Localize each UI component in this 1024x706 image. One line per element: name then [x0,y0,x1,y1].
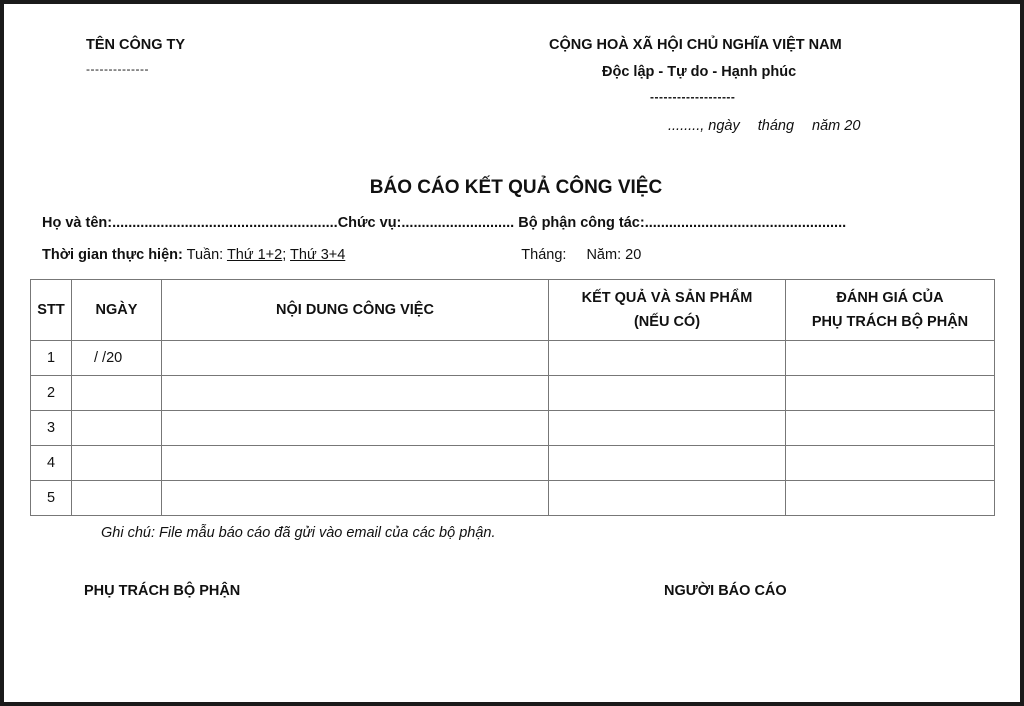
header-stt: STT [31,280,72,341]
results-cell[interactable] [549,341,786,376]
table-row [31,376,995,411]
work-content-cell[interactable] [162,376,549,411]
work-report-table [30,279,995,516]
date-year: năm 20 [812,118,861,134]
document-title: BÁO CÁO KẾT QUẢ CÔNG VIỆC [369,177,663,198]
time-label: Thời gian thực hiện: [42,247,183,263]
evaluation-cell[interactable] [786,376,995,411]
results-cell[interactable] [549,481,786,516]
header-results-line1: KẾT QUẢ VÀ SẢN PHẨM [581,290,753,306]
work-content-cell[interactable] [162,481,549,516]
work-content-cell[interactable] [162,446,549,481]
date-place: ........, ngày [668,118,740,134]
signature-dept-head: PHỤ TRÁCH BỘ PHẬN [84,583,241,599]
date-line [668,118,860,134]
week-separator: ; [282,247,287,263]
date-cell[interactable] [72,481,162,516]
header-work-content: NỘI DUNG CÔNG VIỆC [162,280,549,341]
evaluation-cell[interactable] [786,446,995,481]
footnote: Ghi chú: File mẫu báo cáo đã gửi vào email của các bộ phận. [101,525,496,541]
results-cell[interactable] [549,411,786,446]
date-cell[interactable] [72,376,162,411]
work-content-cell[interactable] [162,411,549,446]
header-evaluation-line1: ĐÁNH GIÁ CỦA [836,290,944,306]
company-name: TÊN CÔNG TY [86,37,186,53]
header-results [549,280,786,341]
employee-info-line [42,215,846,231]
row-number: 2 [31,376,72,411]
table-row [31,341,995,376]
evaluation-cell[interactable] [786,411,995,446]
time-period-line [42,247,641,263]
header-results-line2: (NẾU CÓ) [633,314,701,330]
header-evaluation-line2: PHỤ TRÁCH BỘ PHẬN [811,314,969,330]
table-row [31,411,995,446]
row-number: 4 [31,446,72,481]
position-field[interactable]: ............................ [401,215,515,231]
date-cell[interactable] [72,446,162,481]
week-label: Tuần: [186,247,224,263]
row-number: 3 [31,411,72,446]
year-label: Năm: 20 [586,247,642,263]
department-label: Bộ phận công tác: [518,215,645,231]
month-label: Tháng: [521,247,567,263]
signature-reporter: NGƯỜI BÁO CÁO [664,583,787,599]
week-option-2[interactable]: Thứ 3+4 [290,247,346,263]
date-cell[interactable] [72,411,162,446]
date-cell[interactable]: / /20 [72,341,162,376]
national-title: CỘNG HOÀ XÃ HỘI CHỦ NGHĨA VIỆT NAM [549,37,842,53]
position-label: Chức vụ: [337,215,402,231]
row-number: 1 [31,341,72,376]
table-row [31,446,995,481]
table-row [31,481,995,516]
week-option-1[interactable]: Thứ 1+2 [226,247,283,263]
work-content-cell[interactable] [162,341,549,376]
evaluation-cell[interactable] [786,481,995,516]
table-header-row [31,280,995,341]
header-evaluation [786,280,995,341]
national-motto: Độc lập - Tự do - Hạnh phúc [602,64,797,80]
department-field[interactable]: .................................................. [644,215,847,231]
results-cell[interactable] [549,446,786,481]
evaluation-cell[interactable] [786,341,995,376]
row-number: 5 [31,481,72,516]
company-divider: -------------- [86,62,149,76]
motto-divider: ------------------- [650,90,736,104]
name-field[interactable]: ........................................................ [112,215,338,231]
name-label: Họ và tên: [42,215,113,231]
date-month: tháng [757,118,795,134]
results-cell[interactable] [549,376,786,411]
header-date: NGÀY [72,280,162,341]
